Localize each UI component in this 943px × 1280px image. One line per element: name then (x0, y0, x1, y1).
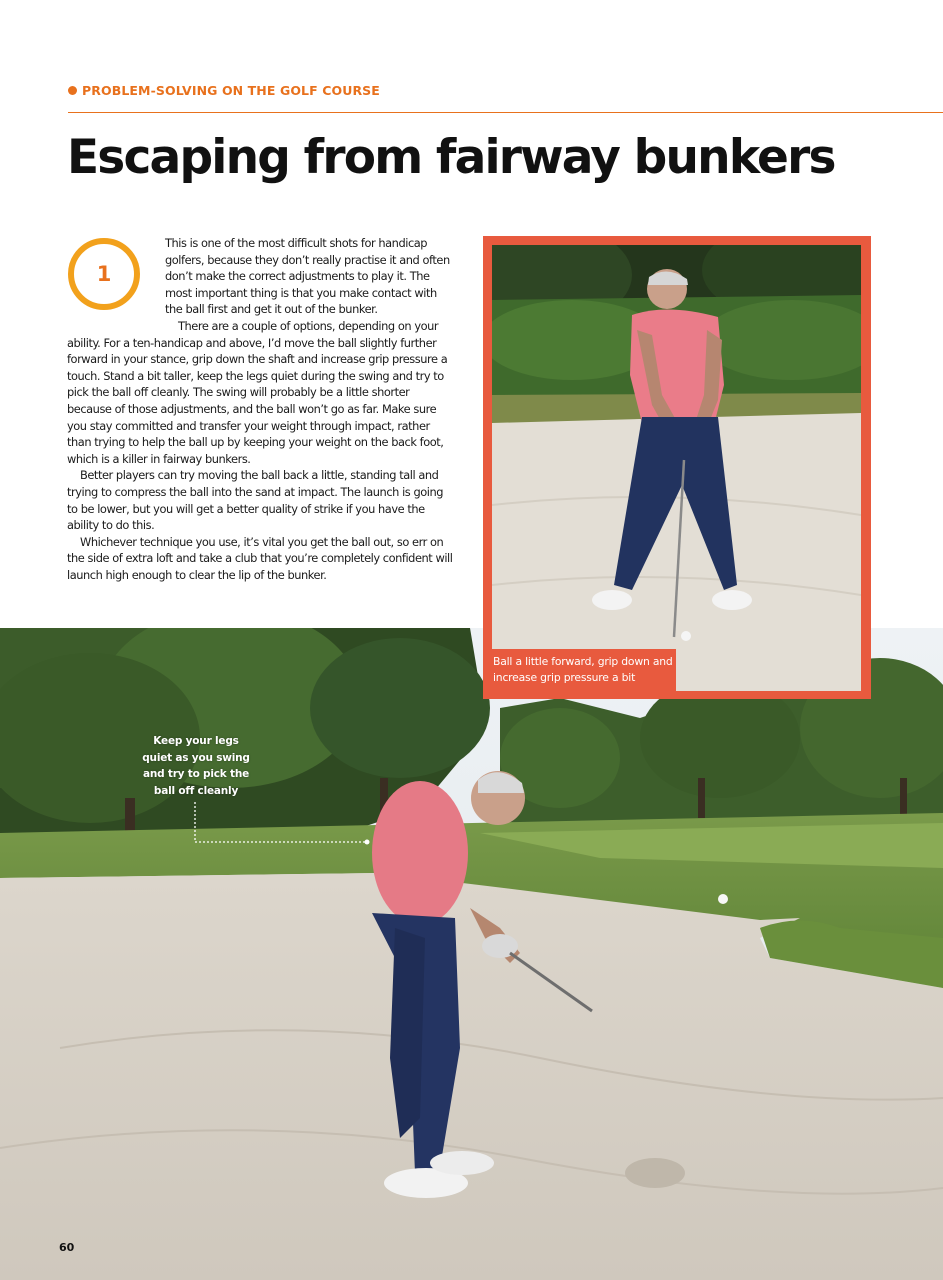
section-tag-label: PROBLEM-SOLVING ON THE GOLF COURSE (82, 83, 380, 98)
inset-photo-caption: Ball a little forward, grip down and increase grip pressure a bit (483, 649, 676, 699)
paragraph-3: Better players can try moving the ball back a little, standing tall and trying to compress the ball into the sand at impact. The launch is going to be lower, but you will get a better quality of strike if you have the ability to do this. (67, 468, 444, 533)
inset-photo-illustration (492, 245, 861, 691)
main-photo-illustration (0, 628, 943, 1280)
paragraph-4: Whichever technique you use, it’s vital you get the ball out, so err on the side of extra loft and take a club that you’re completely confident will launch high enough to clear the lip of the bunker. (67, 534, 453, 582)
paragraph-1: This is one of the most difficult shots for handicap golfers, because they don’t really practise it and often don’t make the correct adjustments to play it. The most important thing is that you make contact with the ball first and get it out of the bunker. (165, 236, 450, 317)
photo-callout: Keep your legs quiet as you swing and try to pick the ball off cleanly (142, 735, 250, 798)
bullet-dot-icon (68, 86, 77, 95)
page-number: 60 (59, 1241, 75, 1254)
article-body (67, 235, 455, 583)
main-photo (0, 628, 943, 1280)
section-tag (68, 83, 380, 98)
step-number: 1 (96, 262, 112, 286)
inset-photo-frame (483, 236, 871, 699)
inset-photo (492, 245, 861, 691)
header-divider (68, 112, 943, 113)
badge-spacer (67, 235, 165, 331)
article-title: Escaping from fairway bunkers (67, 130, 835, 185)
paragraph-2: There are a couple of options, depending on your ability. For a ten-handicap and above, I’d move the ball slightly further forward in your stance, grip down the shaft and increase grip pressure a touch. Stand a bit taller, keep the legs quiet during the swing and try to pick the ball off cleanly. The swing will probably be a little shorter because of those adjustments, and the ball won’t go as far. Make sure you stay committed and transfer your weight through impact, rather than trying to help the ball up by keeping your weight on the back foot, which is a killer in fairway bunkers. (67, 318, 448, 466)
